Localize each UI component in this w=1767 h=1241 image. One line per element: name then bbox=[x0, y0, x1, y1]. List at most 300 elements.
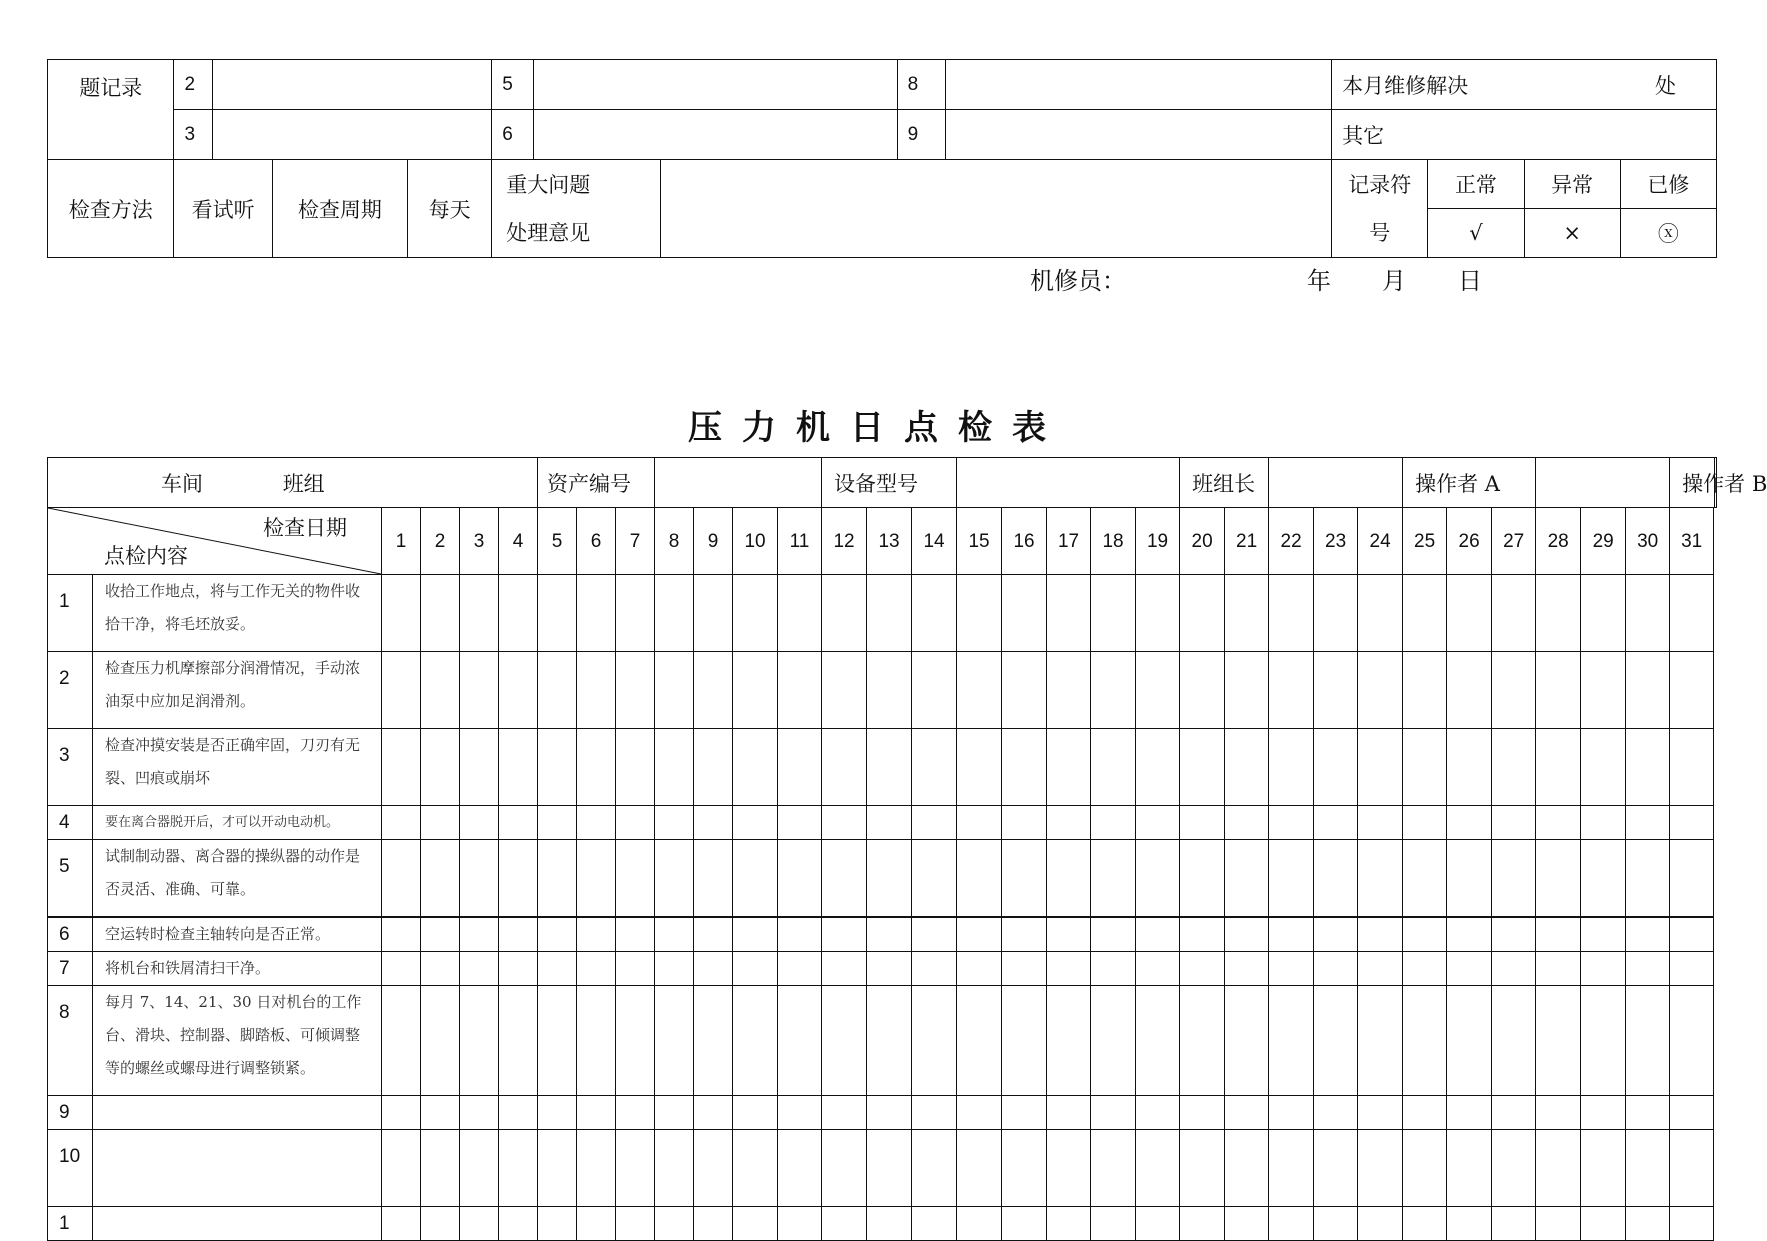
check-cell[interactable] bbox=[867, 652, 912, 729]
check-cell[interactable] bbox=[1225, 1130, 1269, 1207]
check-cell[interactable] bbox=[733, 986, 778, 1096]
check-cell[interactable] bbox=[1492, 652, 1536, 729]
check-cell[interactable] bbox=[1225, 1096, 1269, 1130]
check-cell[interactable] bbox=[957, 806, 1002, 840]
check-cell[interactable] bbox=[1492, 917, 1536, 952]
check-cell[interactable] bbox=[1581, 575, 1626, 652]
month-repair-cell[interactable] bbox=[1332, 60, 1717, 110]
check-cell[interactable] bbox=[616, 917, 655, 952]
check-cell[interactable] bbox=[822, 1207, 867, 1241]
check-cell[interactable] bbox=[1492, 1096, 1536, 1130]
check-cell[interactable] bbox=[1136, 806, 1180, 840]
check-cell[interactable] bbox=[867, 840, 912, 918]
check-cell[interactable] bbox=[867, 1096, 912, 1130]
check-cell[interactable] bbox=[1314, 1130, 1358, 1207]
check-cell[interactable] bbox=[1180, 575, 1225, 652]
check-cell[interactable] bbox=[1358, 729, 1403, 806]
check-cell[interactable] bbox=[1403, 729, 1447, 806]
check-cell[interactable] bbox=[778, 1207, 822, 1241]
check-cell[interactable] bbox=[1136, 1096, 1180, 1130]
check-cell[interactable] bbox=[733, 806, 778, 840]
check-cell[interactable] bbox=[1581, 1130, 1626, 1207]
check-cell[interactable] bbox=[912, 917, 957, 952]
check-cell[interactable] bbox=[694, 1207, 733, 1241]
check-cell[interactable] bbox=[1002, 917, 1047, 952]
check-cell[interactable] bbox=[1269, 1207, 1314, 1241]
check-cell[interactable] bbox=[912, 1096, 957, 1130]
check-cell[interactable] bbox=[538, 1096, 577, 1130]
check-cell[interactable] bbox=[1670, 652, 1714, 729]
check-cell[interactable] bbox=[460, 840, 499, 918]
check-cell[interactable] bbox=[1002, 986, 1047, 1096]
check-cell[interactable] bbox=[1269, 575, 1314, 652]
check-cell[interactable] bbox=[912, 952, 957, 986]
check-cell[interactable] bbox=[733, 952, 778, 986]
check-cell[interactable] bbox=[1314, 917, 1358, 952]
check-cell[interactable] bbox=[1180, 986, 1225, 1096]
check-cell[interactable] bbox=[1047, 652, 1091, 729]
check-cell[interactable] bbox=[1225, 806, 1269, 840]
check-cell[interactable] bbox=[1358, 952, 1403, 986]
check-cell[interactable] bbox=[1091, 575, 1136, 652]
check-cell[interactable] bbox=[460, 652, 499, 729]
check-cell[interactable] bbox=[1536, 806, 1581, 840]
check-cell[interactable] bbox=[382, 652, 421, 729]
check-cell[interactable] bbox=[822, 952, 867, 986]
check-cell[interactable] bbox=[1403, 952, 1447, 986]
check-cell[interactable] bbox=[1180, 806, 1225, 840]
check-cell[interactable] bbox=[1269, 952, 1314, 986]
check-cell[interactable] bbox=[778, 729, 822, 806]
check-cell[interactable] bbox=[778, 1096, 822, 1130]
check-cell[interactable] bbox=[499, 575, 538, 652]
check-cell[interactable] bbox=[1403, 652, 1447, 729]
check-cell[interactable] bbox=[1626, 652, 1670, 729]
check-cell[interactable] bbox=[577, 575, 616, 652]
check-cell[interactable] bbox=[1314, 806, 1358, 840]
check-cell[interactable] bbox=[1002, 652, 1047, 729]
check-cell[interactable] bbox=[421, 986, 460, 1096]
operator-a-field[interactable] bbox=[1536, 458, 1670, 508]
check-cell[interactable] bbox=[1002, 952, 1047, 986]
check-cell[interactable] bbox=[822, 652, 867, 729]
check-cell[interactable] bbox=[577, 1130, 616, 1207]
check-cell[interactable] bbox=[460, 952, 499, 986]
check-cell[interactable] bbox=[1492, 806, 1536, 840]
check-cell[interactable] bbox=[1180, 729, 1225, 806]
check-cell[interactable] bbox=[1403, 1096, 1447, 1130]
check-cell[interactable] bbox=[1002, 806, 1047, 840]
check-cell[interactable] bbox=[1180, 840, 1225, 918]
check-cell[interactable] bbox=[1225, 652, 1269, 729]
check-cell[interactable] bbox=[1492, 729, 1536, 806]
check-cell[interactable] bbox=[1269, 1130, 1314, 1207]
check-cell[interactable] bbox=[1047, 1207, 1091, 1241]
check-cell[interactable] bbox=[1180, 652, 1225, 729]
check-cell[interactable] bbox=[1136, 1130, 1180, 1207]
check-cell[interactable] bbox=[867, 575, 912, 652]
check-cell[interactable] bbox=[1447, 806, 1492, 840]
check-cell[interactable] bbox=[655, 806, 694, 840]
check-cell[interactable] bbox=[1225, 729, 1269, 806]
check-cell[interactable] bbox=[1492, 986, 1536, 1096]
check-cell[interactable] bbox=[957, 917, 1002, 952]
check-cell[interactable] bbox=[778, 986, 822, 1096]
check-cell[interactable] bbox=[912, 1130, 957, 1207]
check-cell[interactable] bbox=[867, 1130, 912, 1207]
check-cell[interactable] bbox=[1047, 917, 1091, 952]
check-cell[interactable] bbox=[1091, 840, 1136, 918]
check-cell[interactable] bbox=[616, 729, 655, 806]
check-cell[interactable] bbox=[1136, 986, 1180, 1096]
check-cell[interactable] bbox=[577, 1207, 616, 1241]
check-cell[interactable] bbox=[1358, 1207, 1403, 1241]
check-cell[interactable] bbox=[957, 986, 1002, 1096]
check-cell[interactable] bbox=[577, 729, 616, 806]
check-cell[interactable] bbox=[538, 1130, 577, 1207]
check-cell[interactable] bbox=[1492, 952, 1536, 986]
check-cell[interactable] bbox=[867, 1207, 912, 1241]
check-cell[interactable] bbox=[1047, 1096, 1091, 1130]
check-cell[interactable] bbox=[1670, 986, 1714, 1096]
check-cell[interactable] bbox=[694, 917, 733, 952]
check-cell[interactable] bbox=[1447, 652, 1492, 729]
check-cell[interactable] bbox=[499, 652, 538, 729]
check-cell[interactable] bbox=[655, 1130, 694, 1207]
check-cell[interactable] bbox=[616, 1096, 655, 1130]
check-cell[interactable] bbox=[499, 806, 538, 840]
check-cell[interactable] bbox=[460, 1207, 499, 1241]
check-cell[interactable] bbox=[1136, 575, 1180, 652]
check-cell[interactable] bbox=[957, 952, 1002, 986]
check-cell[interactable] bbox=[421, 952, 460, 986]
check-cell[interactable] bbox=[538, 986, 577, 1096]
check-cell[interactable] bbox=[1225, 952, 1269, 986]
check-cell[interactable] bbox=[1002, 1130, 1047, 1207]
check-cell[interactable] bbox=[577, 917, 616, 952]
check-cell[interactable] bbox=[822, 986, 867, 1096]
check-cell[interactable] bbox=[382, 729, 421, 806]
check-cell[interactable] bbox=[694, 1130, 733, 1207]
check-cell[interactable] bbox=[1136, 917, 1180, 952]
check-cell[interactable] bbox=[778, 952, 822, 986]
check-cell[interactable] bbox=[1314, 952, 1358, 986]
check-cell[interactable] bbox=[1403, 1207, 1447, 1241]
check-cell[interactable] bbox=[1536, 1130, 1581, 1207]
check-cell[interactable] bbox=[1536, 1096, 1581, 1130]
check-cell[interactable] bbox=[694, 652, 733, 729]
check-cell[interactable] bbox=[1447, 917, 1492, 952]
check-cell[interactable] bbox=[499, 952, 538, 986]
check-cell[interactable] bbox=[733, 652, 778, 729]
team-leader-field[interactable] bbox=[1269, 458, 1403, 508]
check-cell[interactable] bbox=[616, 1130, 655, 1207]
check-cell[interactable] bbox=[1136, 652, 1180, 729]
check-cell[interactable] bbox=[1314, 986, 1358, 1096]
check-cell[interactable] bbox=[867, 952, 912, 986]
check-cell[interactable] bbox=[1447, 1130, 1492, 1207]
check-cell[interactable] bbox=[778, 1130, 822, 1207]
check-cell[interactable] bbox=[499, 729, 538, 806]
check-cell[interactable] bbox=[1002, 729, 1047, 806]
check-cell[interactable] bbox=[957, 1096, 1002, 1130]
check-cell[interactable] bbox=[382, 575, 421, 652]
check-cell[interactable] bbox=[1269, 917, 1314, 952]
check-cell[interactable] bbox=[733, 575, 778, 652]
check-cell[interactable] bbox=[460, 575, 499, 652]
check-cell[interactable] bbox=[499, 1207, 538, 1241]
record-field-3[interactable] bbox=[213, 110, 492, 160]
check-cell[interactable] bbox=[694, 729, 733, 806]
check-cell[interactable] bbox=[1536, 652, 1581, 729]
check-cell[interactable] bbox=[1403, 806, 1447, 840]
check-cell[interactable] bbox=[957, 1207, 1002, 1241]
check-cell[interactable] bbox=[1536, 986, 1581, 1096]
check-cell[interactable] bbox=[577, 806, 616, 840]
check-cell[interactable] bbox=[1091, 1096, 1136, 1130]
check-cell[interactable] bbox=[655, 729, 694, 806]
check-cell[interactable] bbox=[1581, 986, 1626, 1096]
check-cell[interactable] bbox=[1047, 806, 1091, 840]
check-cell[interactable] bbox=[1626, 986, 1670, 1096]
check-cell[interactable] bbox=[1002, 840, 1047, 918]
check-cell[interactable] bbox=[1626, 1207, 1670, 1241]
check-cell[interactable] bbox=[912, 806, 957, 840]
check-cell[interactable] bbox=[957, 729, 1002, 806]
check-cell[interactable] bbox=[499, 917, 538, 952]
check-cell[interactable] bbox=[778, 575, 822, 652]
check-cell[interactable] bbox=[460, 986, 499, 1096]
check-cell[interactable] bbox=[460, 1096, 499, 1130]
check-cell[interactable] bbox=[694, 806, 733, 840]
check-cell[interactable] bbox=[382, 917, 421, 952]
check-cell[interactable] bbox=[1670, 1130, 1714, 1207]
check-cell[interactable] bbox=[912, 1207, 957, 1241]
check-cell[interactable] bbox=[1581, 917, 1626, 952]
check-cell[interactable] bbox=[1180, 952, 1225, 986]
check-cell[interactable] bbox=[778, 917, 822, 952]
check-cell[interactable] bbox=[1492, 840, 1536, 918]
check-cell[interactable] bbox=[1358, 652, 1403, 729]
check-cell[interactable] bbox=[460, 806, 499, 840]
check-cell[interactable] bbox=[733, 729, 778, 806]
check-cell[interactable] bbox=[616, 806, 655, 840]
check-cell[interactable] bbox=[1536, 729, 1581, 806]
check-cell[interactable] bbox=[1047, 575, 1091, 652]
check-cell[interactable] bbox=[421, 1096, 460, 1130]
check-cell[interactable] bbox=[499, 840, 538, 918]
check-cell[interactable] bbox=[382, 1130, 421, 1207]
check-cell[interactable] bbox=[1581, 1096, 1626, 1130]
check-cell[interactable] bbox=[1091, 652, 1136, 729]
check-cell[interactable] bbox=[1269, 840, 1314, 918]
check-cell[interactable] bbox=[1403, 575, 1447, 652]
check-cell[interactable] bbox=[733, 840, 778, 918]
check-cell[interactable] bbox=[1581, 952, 1626, 986]
model-field[interactable] bbox=[957, 458, 1180, 508]
check-cell[interactable] bbox=[655, 652, 694, 729]
check-cell[interactable] bbox=[1626, 952, 1670, 986]
check-cell[interactable] bbox=[421, 917, 460, 952]
check-cell[interactable] bbox=[694, 986, 733, 1096]
check-cell[interactable] bbox=[822, 1096, 867, 1130]
check-cell[interactable] bbox=[733, 1096, 778, 1130]
check-cell[interactable] bbox=[616, 840, 655, 918]
check-cell[interactable] bbox=[538, 917, 577, 952]
check-cell[interactable] bbox=[1047, 729, 1091, 806]
check-cell[interactable] bbox=[1670, 1207, 1714, 1241]
check-cell[interactable] bbox=[1091, 729, 1136, 806]
check-cell[interactable] bbox=[778, 840, 822, 918]
check-cell[interactable] bbox=[1225, 917, 1269, 952]
check-cell[interactable] bbox=[1536, 917, 1581, 952]
check-cell[interactable] bbox=[822, 917, 867, 952]
record-field-6[interactable] bbox=[534, 110, 897, 160]
check-cell[interactable] bbox=[912, 575, 957, 652]
check-cell[interactable] bbox=[1536, 1207, 1581, 1241]
check-cell[interactable] bbox=[694, 840, 733, 918]
check-cell[interactable] bbox=[694, 1096, 733, 1130]
check-cell[interactable] bbox=[1269, 1096, 1314, 1130]
check-cell[interactable] bbox=[1358, 806, 1403, 840]
check-cell[interactable] bbox=[616, 986, 655, 1096]
check-cell[interactable] bbox=[1314, 1096, 1358, 1130]
check-cell[interactable] bbox=[382, 986, 421, 1096]
check-cell[interactable] bbox=[538, 652, 577, 729]
check-cell[interactable] bbox=[382, 1207, 421, 1241]
check-cell[interactable] bbox=[1091, 986, 1136, 1096]
check-cell[interactable] bbox=[655, 840, 694, 918]
check-cell[interactable] bbox=[867, 729, 912, 806]
check-cell[interactable] bbox=[822, 1130, 867, 1207]
check-cell[interactable] bbox=[655, 575, 694, 652]
check-cell[interactable] bbox=[957, 1130, 1002, 1207]
check-cell[interactable] bbox=[733, 917, 778, 952]
check-cell[interactable] bbox=[382, 840, 421, 918]
check-cell[interactable] bbox=[538, 806, 577, 840]
check-cell[interactable] bbox=[1670, 729, 1714, 806]
check-cell[interactable] bbox=[577, 952, 616, 986]
check-cell[interactable] bbox=[1002, 1096, 1047, 1130]
check-cell[interactable] bbox=[1403, 1130, 1447, 1207]
check-cell[interactable] bbox=[1091, 952, 1136, 986]
check-cell[interactable] bbox=[694, 952, 733, 986]
check-cell[interactable] bbox=[1403, 917, 1447, 952]
check-cell[interactable] bbox=[382, 1096, 421, 1130]
check-cell[interactable] bbox=[912, 986, 957, 1096]
check-cell[interactable] bbox=[538, 952, 577, 986]
check-cell[interactable] bbox=[421, 729, 460, 806]
check-cell[interactable] bbox=[1314, 729, 1358, 806]
check-cell[interactable] bbox=[655, 917, 694, 952]
check-cell[interactable] bbox=[1269, 986, 1314, 1096]
check-cell[interactable] bbox=[616, 652, 655, 729]
check-cell[interactable] bbox=[1002, 1207, 1047, 1241]
check-cell[interactable] bbox=[1047, 840, 1091, 918]
check-cell[interactable] bbox=[912, 840, 957, 918]
check-cell[interactable] bbox=[1225, 1207, 1269, 1241]
check-cell[interactable] bbox=[1492, 1207, 1536, 1241]
check-cell[interactable] bbox=[1626, 806, 1670, 840]
check-cell[interactable] bbox=[1358, 986, 1403, 1096]
check-cell[interactable] bbox=[1358, 917, 1403, 952]
check-cell[interactable] bbox=[499, 986, 538, 1096]
check-cell[interactable] bbox=[1269, 652, 1314, 729]
check-cell[interactable] bbox=[421, 840, 460, 918]
check-cell[interactable] bbox=[1358, 575, 1403, 652]
asset-no-field[interactable] bbox=[655, 458, 822, 508]
check-cell[interactable] bbox=[1136, 729, 1180, 806]
check-cell[interactable] bbox=[822, 575, 867, 652]
check-cell[interactable] bbox=[421, 575, 460, 652]
major-issue-field[interactable] bbox=[660, 160, 1331, 258]
check-cell[interactable] bbox=[778, 652, 822, 729]
check-cell[interactable] bbox=[1536, 840, 1581, 918]
check-cell[interactable] bbox=[912, 652, 957, 729]
check-cell[interactable] bbox=[1180, 1207, 1225, 1241]
check-cell[interactable] bbox=[616, 952, 655, 986]
check-cell[interactable] bbox=[460, 729, 499, 806]
check-cell[interactable] bbox=[499, 1096, 538, 1130]
check-cell[interactable] bbox=[1136, 952, 1180, 986]
check-cell[interactable] bbox=[867, 806, 912, 840]
check-cell[interactable] bbox=[1091, 806, 1136, 840]
check-cell[interactable] bbox=[421, 1207, 460, 1241]
check-cell[interactable] bbox=[616, 575, 655, 652]
check-cell[interactable] bbox=[1403, 986, 1447, 1096]
check-cell[interactable] bbox=[655, 986, 694, 1096]
check-cell[interactable] bbox=[1626, 917, 1670, 952]
check-cell[interactable] bbox=[1358, 1130, 1403, 1207]
check-cell[interactable] bbox=[1180, 1130, 1225, 1207]
check-cell[interactable] bbox=[1002, 575, 1047, 652]
check-cell[interactable] bbox=[1136, 840, 1180, 918]
check-cell[interactable] bbox=[1358, 1096, 1403, 1130]
check-cell[interactable] bbox=[577, 1096, 616, 1130]
check-cell[interactable] bbox=[1581, 729, 1626, 806]
check-cell[interactable] bbox=[1047, 1130, 1091, 1207]
record-field-8[interactable] bbox=[946, 60, 1332, 110]
check-cell[interactable] bbox=[460, 917, 499, 952]
check-cell[interactable] bbox=[778, 806, 822, 840]
check-cell[interactable] bbox=[822, 806, 867, 840]
check-cell[interactable] bbox=[1225, 840, 1269, 918]
check-cell[interactable] bbox=[421, 806, 460, 840]
check-cell[interactable] bbox=[912, 729, 957, 806]
check-cell[interactable] bbox=[957, 840, 1002, 918]
check-cell[interactable] bbox=[1536, 952, 1581, 986]
check-cell[interactable] bbox=[1447, 986, 1492, 1096]
check-cell[interactable] bbox=[1492, 575, 1536, 652]
check-cell[interactable] bbox=[1447, 1207, 1492, 1241]
check-cell[interactable] bbox=[1670, 840, 1714, 918]
check-cell[interactable] bbox=[1136, 1207, 1180, 1241]
check-cell[interactable] bbox=[1626, 575, 1670, 652]
check-cell[interactable] bbox=[1314, 575, 1358, 652]
check-cell[interactable] bbox=[1581, 652, 1626, 729]
check-cell[interactable] bbox=[1447, 575, 1492, 652]
check-cell[interactable] bbox=[1536, 575, 1581, 652]
check-cell[interactable] bbox=[1670, 917, 1714, 952]
check-cell[interactable] bbox=[655, 1096, 694, 1130]
check-cell[interactable] bbox=[655, 1207, 694, 1241]
check-cell[interactable] bbox=[733, 1130, 778, 1207]
record-field-9[interactable] bbox=[946, 110, 1332, 160]
record-field-5[interactable] bbox=[534, 60, 897, 110]
check-cell[interactable] bbox=[694, 575, 733, 652]
check-cell[interactable] bbox=[577, 840, 616, 918]
check-cell[interactable] bbox=[538, 1207, 577, 1241]
